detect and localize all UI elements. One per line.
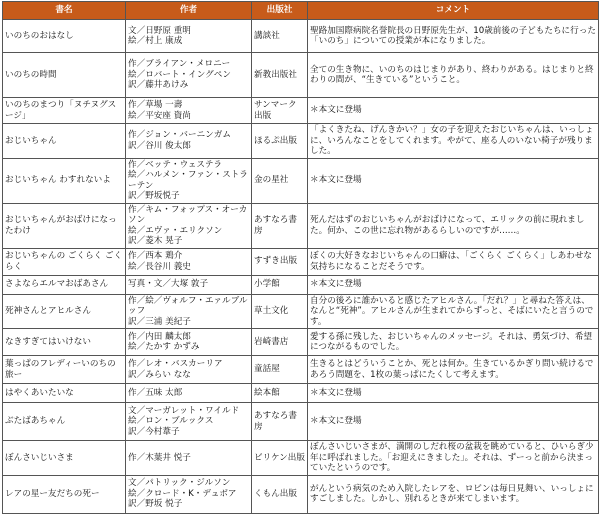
book-publisher: ビリケン出版 xyxy=(252,441,308,476)
table-row xyxy=(3,441,599,476)
book-author: 作／レオ・バスカーリア 訳／みらい なな xyxy=(126,356,252,384)
book-publisher: 絵本館 xyxy=(252,384,308,403)
book-author: 文／日野原 重明 絵／村上 康成 xyxy=(126,20,252,53)
table-row xyxy=(3,356,599,384)
book-publisher: 講談社 xyxy=(252,20,308,53)
book-title: おじいちゃん xyxy=(3,124,126,159)
book-author: 作／木葉井 悦子 xyxy=(126,441,252,476)
book-comment: ＊本文に登場 xyxy=(308,403,599,441)
table-row xyxy=(3,294,599,329)
table-row xyxy=(3,124,599,159)
table-row xyxy=(3,20,599,53)
table-row xyxy=(3,475,599,513)
book-comment: 死んだはずのおじいちゃんがおばけになって、エリックの前に現れました。何か、この世に忘れ物があるらしいのですが……。 xyxy=(308,203,599,248)
book-title: ぶたばあちゃん xyxy=(3,403,126,441)
book-title: いのちのおはなし xyxy=(3,20,126,53)
table-row xyxy=(3,248,599,275)
table-row xyxy=(3,53,599,98)
book-publisher: すずき出版 xyxy=(252,248,308,275)
book-comment: 愛する孫に残した、おじいちゃんのメッセージ。それは、勇気づけ、希望につながるものでした。 xyxy=(308,329,599,356)
table-row xyxy=(3,158,599,203)
book-comment: がんという病気のため入院したレアを、ロビンは毎日見舞い、いっしょにすごしました。しかし、別れるときが来てしまいます。 xyxy=(308,475,599,513)
book-title: いのちのまつり「ヌチヌグスージ」 xyxy=(3,98,126,124)
book-publisher: くもん出版 xyxy=(252,475,308,513)
header-author: 作者 xyxy=(126,2,252,20)
book-publisher: 童話屋 xyxy=(252,356,308,384)
book-title: レアの星ー友だちの死ー xyxy=(3,475,126,513)
table-row xyxy=(3,275,599,294)
book-title: ぼんさいじいさま xyxy=(3,441,126,476)
book-title: おじいちゃんがおばけになったわけ xyxy=(3,203,126,248)
book-author: 文／マーガレット・ワイルド 絵／ロン・ブルックス 訳／今村葦子 xyxy=(126,403,252,441)
book-author: 作／五味 太郎 xyxy=(126,384,252,403)
book-author: 作／絵／ヴォルフ・エァルブルッフ 訳／三浦 美紀子 xyxy=(126,294,252,329)
book-author: 作／ブライアン・メロニー 絵／ロバート・イングペン 訳／藤井あけみ xyxy=(126,53,252,98)
table-row xyxy=(3,329,599,356)
book-comment: ＊本文に登場 xyxy=(308,275,599,294)
book-publisher: 岩崎書店 xyxy=(252,329,308,356)
book-comment: 「よくきたね、げんきかい？」女の子を迎えたおじいちゃんは、いっしょに、いろんなことをしてくれます。やがて、座る人のいない椅子が残りました。 xyxy=(308,124,599,159)
book-comment: ぼくの大好きなおじいちゃんの口癖は、「ごくらく ごくらく」しあわせな気持ちになることだそうです。 xyxy=(308,248,599,275)
book-comment: 全ての生き物に、いのちのはじまりがあり、終わりがある。はじまりと終わりの間が、“生きている”ということ。 xyxy=(308,53,599,98)
book-author: 作／草場 一壽 絵／平安座 資尚 xyxy=(126,98,252,124)
table-row xyxy=(3,98,599,124)
book-comment: 聖路加国際病院名誉院長の日野原先生が、10歳前後の子どもたちに行った「いのち」についての授業が本になりました。 xyxy=(308,20,599,53)
book-publisher: あすなろ書房 xyxy=(252,403,308,441)
header-publisher: 出版社 xyxy=(252,2,308,20)
book-comment: ＊本文に登場 xyxy=(308,158,599,203)
book-author: 作／西本 鶏介 絵／長谷川 義史 xyxy=(126,248,252,275)
book-author: 写真・文／大塚 敦子 xyxy=(126,275,252,294)
book-author: 作／キム・フォップス・オーカソン 絵／エヴァ・エリクソン 訳／菱木 晃子 xyxy=(126,203,252,248)
book-publisher: 草土文化 xyxy=(252,294,308,329)
book-comment: ぼんさいじいさまが、満開のしだれ桜の盆栽を眺めていると、ひいらぎ少年に呼ばれました。「お迎えにきました」。それは、ずーっと前から決まっていたというのです。 xyxy=(308,441,599,476)
book-title: なきすぎてはいけない xyxy=(3,329,126,356)
book-author: 作／内田 麟太郎 絵／たかす かずみ xyxy=(126,329,252,356)
book-publisher: 新教出版社 xyxy=(252,53,308,98)
book-author: 作／ベッテ・ウェステラ 絵／ハルメン・ファン・ストラーテン 訳／野坂悦子 xyxy=(126,158,252,203)
book-publisher: 金の星社 xyxy=(252,158,308,203)
header-title: 書名 xyxy=(3,2,126,20)
book-publisher: サンマーク出版 xyxy=(252,98,308,124)
book-comment: ＊本文に登場 xyxy=(308,384,599,403)
header-comment: コメント xyxy=(308,2,599,20)
book-title: さよならエルマおばあさん xyxy=(3,275,126,294)
book-comment: ＊本文に登場 xyxy=(308,98,599,124)
book-title: おじいちゃんの ごくらく ごくらく xyxy=(3,248,126,275)
book-title: はやくあいたいな xyxy=(3,384,126,403)
book-list-table xyxy=(2,1,599,514)
book-title: おじいちゃん わすれないよ xyxy=(3,158,126,203)
book-comment: 生きるとはどういうことか、死とは何か。生きているかぎり問い続けるであろう問題を、1枚の葉っぱにたくして考えます。 xyxy=(308,356,599,384)
book-title: いのちの時間 xyxy=(3,53,126,98)
book-title: 葉っぱのフレディーいのちの旅ー xyxy=(3,356,126,384)
book-publisher: あすなろ書房 xyxy=(252,203,308,248)
book-author: 作／ジョン・バーニンガム 訳／谷川 俊太郎 xyxy=(126,124,252,159)
book-comment: 自分の後ろに誰かいると感じたアヒルさん。「だれ？」と尋ねた答えは、なんと“死神”。アヒルさんが生まれてからずっと、そばにいたと言うのです。 xyxy=(308,294,599,329)
table-header-row xyxy=(3,2,599,20)
table-row xyxy=(3,203,599,248)
book-title: 死神さんとアヒルさん xyxy=(3,294,126,329)
book-publisher: 小学館 xyxy=(252,275,308,294)
table-row xyxy=(3,384,599,403)
book-author: 文／パトリック・ジルソン 絵／クロード・K・デュボア 訳／野坂 悦子 xyxy=(126,475,252,513)
book-publisher: ほるぷ出版 xyxy=(252,124,308,159)
table-row xyxy=(3,403,599,441)
